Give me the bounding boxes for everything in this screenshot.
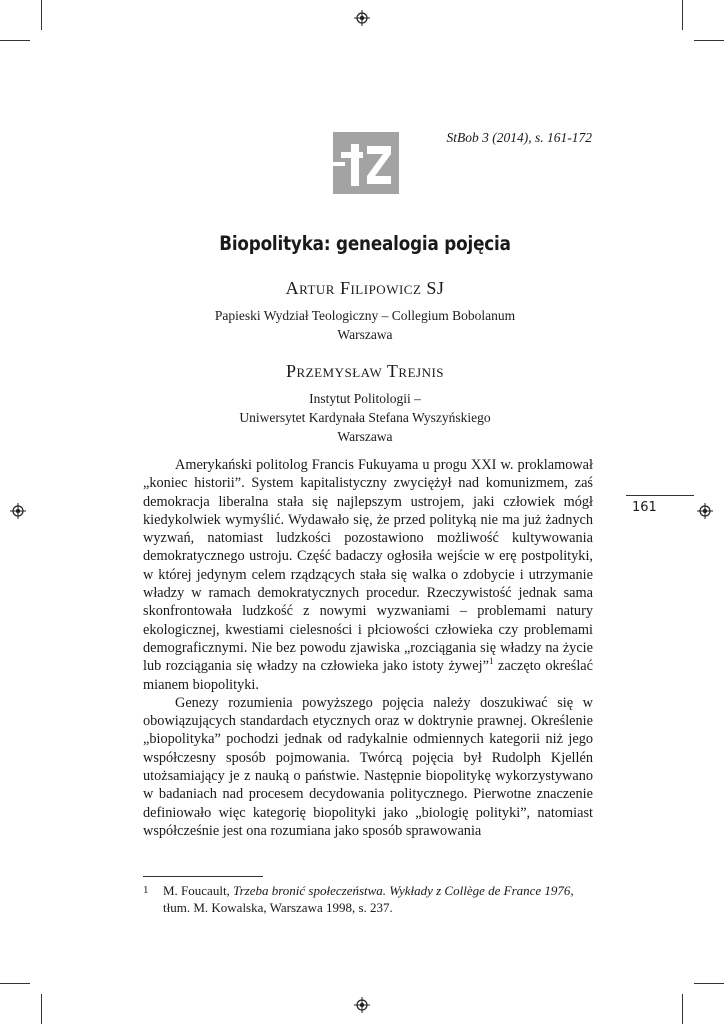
footnote-number: 1 <box>143 884 149 896</box>
affiliation-line: Warszawa <box>337 429 393 444</box>
affiliation-line: Instytut Politologii – <box>309 391 421 406</box>
crop-mark <box>41 0 42 30</box>
crop-mark <box>694 983 724 984</box>
author-affiliation <box>140 389 590 446</box>
registration-mark-icon <box>697 503 713 519</box>
footnote-divider <box>143 876 263 877</box>
article-body <box>143 456 593 840</box>
footnote-author: M. Foucault, <box>163 883 234 898</box>
article-title: Biopolityka: genealogia pojęcia <box>219 232 511 255</box>
author-name: Artur Filipowicz SJ <box>285 278 445 298</box>
page-number: 161 <box>626 495 694 515</box>
crop-mark <box>682 994 683 1024</box>
registration-mark-icon <box>354 997 370 1013</box>
crop-mark <box>0 983 30 984</box>
paragraph-text: Amerykański politolog Francis Fukuyama u progu XXI w. proklamował „koniec historii”. System kapitalistyczny zwyciężył nad komunizmem, zaś demokracja liberalna stała się najlepszym ustrojem, jaki człowiek mógł kiedykolwiek wymyślić. Wydawało się, że przed polityką nie ma już żadnych wyzwań, natomiast ludzkości pozostawiono możliwość kultywowania demokratycznego ustroju. Część badaczy ogłosiła wejście w erę postpolityki, w której jedynym celem rządzących stała się walka o zdobycie i utrzymanie władzy w ramach demokratycznych procedur. Rzeczywistość jednak sama skonfrontowała ludzkość z nowymi wyzwaniami – problemami natury ekologicznej, kwestiami cielesności i płciowości człowieka czy problemami demograficznymi. Nie bez powodu zjawiska „rozciągania się władzy na życie lub rozciągania się władzy na człowieka jako istoty żywej” <box>143 457 593 675</box>
registration-mark-icon <box>354 10 370 26</box>
paragraph: Genezy rozumienia powyższego pojęcia należy doszukiwać się w obowiązujących standardach etycznych oraz w doktrynie prawnej. Określenie „biopolityka” pochodzi jednak od radykalnie odmiennych kategorii niż jego współczesny sposób pojmowania. Twórcą pojęcia był Rudolph Kjellén utożsamiający je z nauką o państwie. Następnie biopolitykę wykorzystywano w badaniach nad procesem decydowania politycznego. Pierwotne znaczenie definiowało więc kategorię biopolityki jako „biologię polityki”, natomiast współcześnie jest ona rozumiana jako sposób sprawowania <box>143 694 593 839</box>
paragraph <box>143 456 593 694</box>
footnote-text <box>163 882 589 916</box>
author-affiliation <box>140 306 590 344</box>
paragraph-text: zaczęto określać mianem biopolityki. <box>143 658 593 693</box>
footnote-title: Trzeba bronić społeczeństwa. Wykłady z Collège de France 1976 <box>233 883 571 898</box>
journal-logo-icon <box>333 132 399 194</box>
crop-mark <box>694 40 724 41</box>
affiliation-line: Warszawa <box>337 327 393 342</box>
footnote <box>143 882 593 916</box>
footnote-details: , tłum. M. Kowalska, Warszawa 1998, s. 237. <box>163 883 574 915</box>
crop-mark <box>682 0 683 30</box>
registration-mark-icon <box>10 503 26 519</box>
footnote-ref[interactable]: 1 <box>488 656 494 667</box>
affiliation-line: Uniwersytet Kardynała Stefana Wyszyńskiego <box>239 410 491 425</box>
journal-citation: StBob 3 (2014), s. 161-172 <box>446 130 592 145</box>
crop-mark <box>41 994 42 1024</box>
affiliation-line: Papieski Wydział Teologiczny – Collegium Bobolanum <box>214 308 516 323</box>
author-name: Przemysław Trejnis <box>285 361 445 381</box>
crop-mark <box>0 40 30 41</box>
